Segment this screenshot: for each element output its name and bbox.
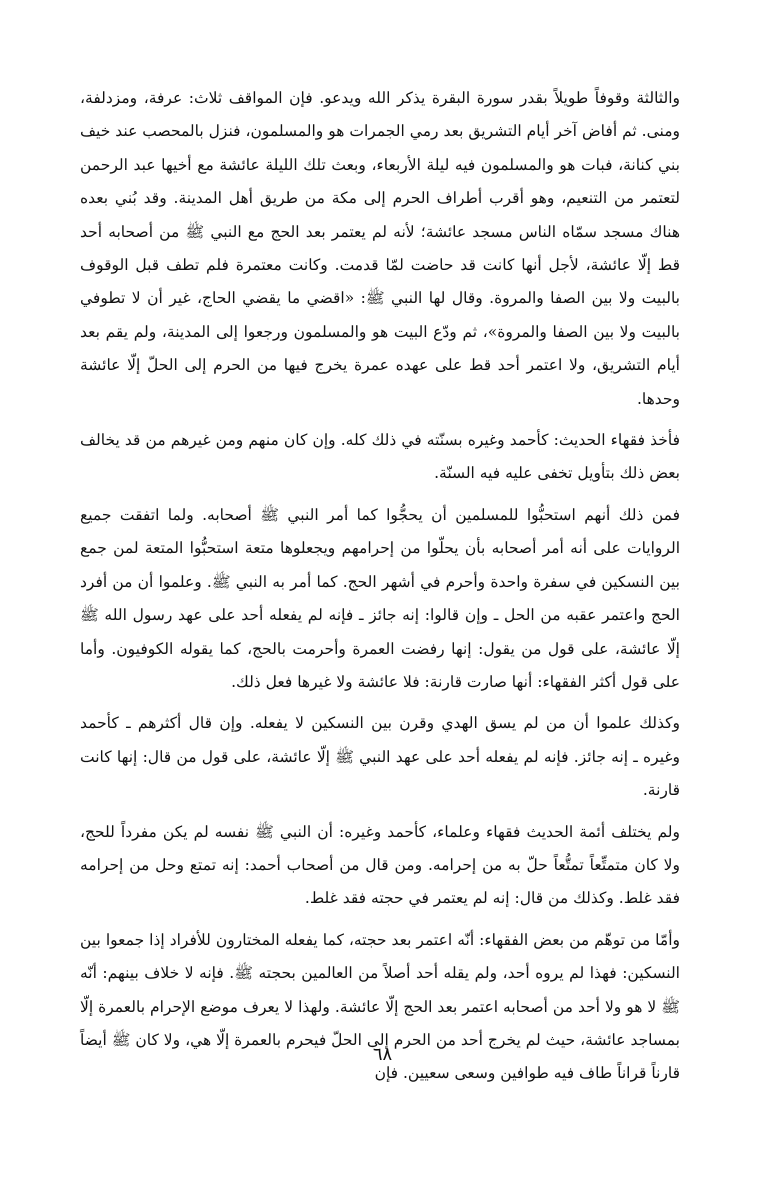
paragraph-1: والثالثة وقوفاً طويلاً بقدر سورة البقرة يذكر الله ويدعو. فإن المواقف ثلاث: عرفة، ومزدلفة، ومنى. ثم أفاض آخر أيام التشريق بعد رمي الجمرات هو والمسلمون، فنزل بالمحصب عند خيف بني كنانة، فبات هو والمسلمون فيه ليلة الأربعاء، وبعث تلك الليلة عائشة مع أخيها عبد الرحمن لتعتمر من التنعيم، وهو أقرب أطراف الحرم إلى مكة من طريق أهل المدينة. وقد بُني بعده هناك مسجد سمّاه الناس مسجد عائشة؛ لأنه لم يعتمر بعد الحج مع النبي ﷺ من أصحابه أحد قط إلّا عائشة، لأجل أنها كانت قد حاضت لمّا قدمت. وكانت معتمرة فلم تطف قبل الوقوف بالبيت ولا بين الصفا والمروة. وقال لها النبي ﷺ: «اقضي ما يقضي الحاج، غير أن لا تطوفي بالبيت ولا بين الصفا والمروة»، ثم ودّع البيت هو والمسلمون ورجعوا إلى المدينة، ولم يقم بعد أيام التشريق، ولا اعتمر أحد قط على عهده عمرة يخرج فيها من الحرم إلى الحلّ إلّا عائشة وحدها. (80, 89, 680, 408)
paragraph-6: وأمّا من توهّم من بعض الفقهاء: أنّه اعتمر بعد حجته، كما يفعله المختارون للأفراد إذا جمعوا بين النسكين: فهذا لم يروه أحد، ولم يقله أحد أصلاً من العالمين بحجته ﷺ. فإنه لا خلاف بينهم: أنّه ﷺ لا هو ولا أحد من أصحابه اعتمر بعد الحج إلّا عائشة. ولهذا لا يعرف موضع الإحرام بالعمرة إلّا بمساجد عائشة، حيث لم يخرج أحد من الحرم إلى الحلّ فيحرم بالعمرة إلّا هي، ولا كان ﷺ أيضاً قارناً قراناً طاف فيه طوافين وسعى سعيين. فإن (80, 930, 680, 1083)
paragraph-4: وكذلك علموا أن من لم يسق الهدي وقرن بين النسكين لا يفعله. وإن قال أكثرهم ـ كأحمد وغيره ـ إنه جائز. فإنه لم يفعله أحد على عهد النبي ﷺ إلّا عائشة، على قول من قال: إنها كانت قارنة. (80, 714, 680, 800)
paragraph-3: فمن ذلك أنهم استحبُّوا للمسلمين أن يحجُّوا كما أمر النبي ﷺ أصحابه. ولما اتفقت جميع الروايات على أنه أمر أصحابه بأن يحلّوا من إحرامهم ويجعلوها متعة استحبُّوا المتعة لمن جمع بين النسكين في سفرة واحدة وأحرم في أشهر الحج. كما أمر به النبي ﷺ. وعلموا أن من أفرد الحج واعتمر عقبه من الحل ـ وإن قالوا: إنه جائز ـ فإنه لم يفعله أحد على عهد رسول الله ﷺ إلّا عائشة، على قول من يقول: إنها رفضت العمرة وأحرمت بالحج، كما يقوله الكوفيون. وأما على قول أكثر الفقهاء: أنها صارت قارنة: فلا عائشة ولا غيرها فعل ذلك. (80, 505, 680, 691)
paragraph-5: ولم يختلف أئمة الحديث فقهاء وعلماء، كأحمد وغيره: أن النبي ﷺ نفسه لم يكن مفرداً للحج، ولا كان متمتِّعاً تمتُّعاً حلّ به من إحرامه. ومن قال من أصحاب أحمد: إنه تمتع وحل من إحرامه فقد غلط. وكذلك من قال: إنه لم يعتمر في حجته فقد غلط. (80, 822, 680, 908)
paragraph-2: فأخذ فقهاء الحديث: كأحمد وغيره بسنّته في ذلك كله. وإن كان منهم ومن غيرهم من قد يخالف بعض ذلك بتأويل تخفى عليه فيه السنّة. (80, 431, 680, 483)
page-number: ٦٨ (372, 1044, 393, 1065)
page-body (80, 82, 680, 1091)
